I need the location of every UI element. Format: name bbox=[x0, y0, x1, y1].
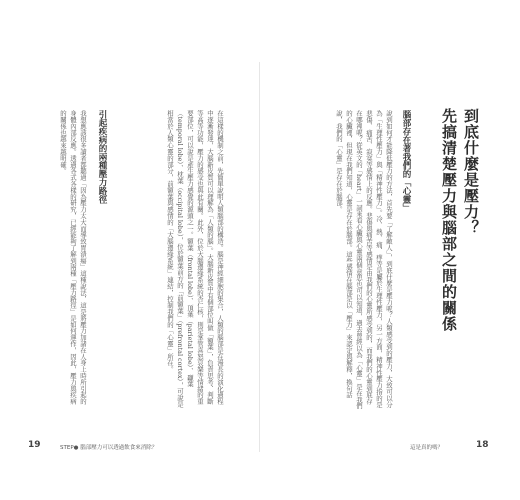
chapter-title bbox=[438, 108, 482, 358]
left-page-body-b: 我想應該很多讀者都聽過「因為壓力太大而導致胃潰瘍」這種說法，這是將壓力加諸在人身上時所引起的身體內部反應。透過各式各樣的研究，已經能夠了解到兩種「壓力路徑」是如何運作，因此，壓力與疾病的關係也越來越明確。 bbox=[59, 110, 87, 405]
chapter-title-line-1: 到底什麼是壓力？ bbox=[462, 108, 480, 236]
page-number-left: 19 bbox=[28, 440, 41, 450]
right-page-body: 說到如何才能降低壓力的方法，首先要「了解敵人」，到底什麼是壓力呢？人類感受到的壓力，大致可以分為「生理性壓力」與「精神性壓力」。冷、熱、痛、痒等是屬於生理性壓力，另一方面，精神性壓力指的是悲傷、痛苦、寂寞等感情上的反應。悲傷與痛苦等感情是由我們的心靈所感受到的，而我們的心靈到底存在哪裡呢？從英文的「heart」一詞來看心臟與心靈兩個意思也可以知道，過去曾經以為「心靈」是在我們的心臟裡，但現在我們知道，心靈是存在於腦部。這些感情在腦部是以「壓力」來認定與解釋，換句話說，我們的「心靈」是存在於腦部。 bbox=[335, 110, 393, 409]
running-head-left: STEP● 腦部壓力可以透過飲食來消除？ bbox=[60, 445, 158, 451]
book-gutter bbox=[259, 62, 260, 452]
left-page-body-a: 在這樣的機制之前，先簡單說明人類腦部的構造。腦是神經細胞的集合，人類的腦部是在漫長的演化過程中逐漸發達，大腦新皮質可以理解為「人類的腦」。大腦新皮質中有個部位叫做「額葉」，負責思考、判斷等高等功能，壓力的感受也與此有關。此外，位於大腦邊緣系統的杏仁核，則是掌管喜怒哀樂等情緒的重要部位，可以說是產生壓力感覺的源頭之一。額葉（frontal lobe）、頂葉（parietal lobe）、顳葉（temporal lobe）、枕葉（occipital lobe），位於額葉前方的「前額葉」（prefrontal cortex），可說是相當於人類心靈的部分，前額葉與感情的「大腦邊緣系統」連結，控制我們的「心靈」所在。 bbox=[166, 110, 224, 408]
page-number-right: 18 bbox=[476, 440, 489, 450]
chapter-title-line-2: 先搞清楚壓力與腦部之間的關係 bbox=[440, 108, 458, 332]
section-heading-right: 腦部存在著我們的「心靈」 bbox=[401, 110, 411, 212]
running-head-right: 這是真的嗎？ bbox=[410, 445, 444, 451]
section-heading-left: 引起疾病的兩種壓力路徑 bbox=[97, 110, 107, 204]
